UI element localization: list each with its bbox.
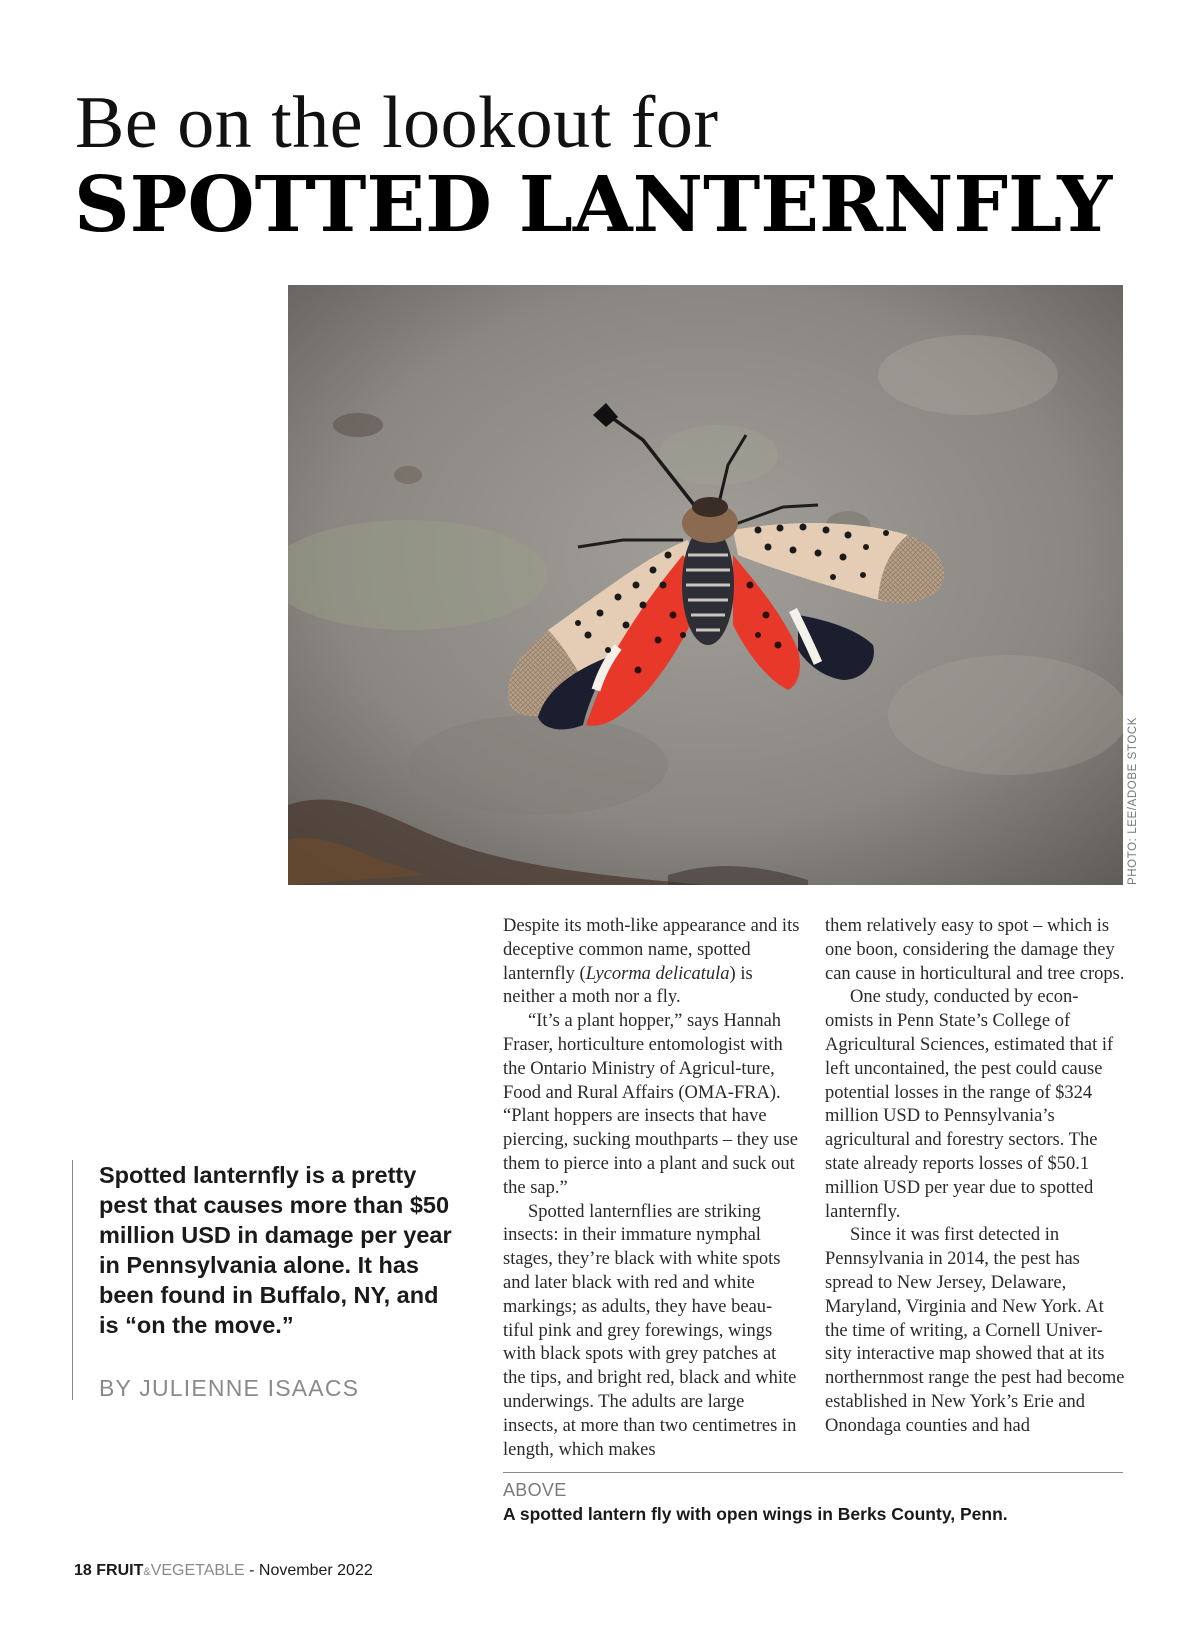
caption-text: A spotted lantern fly with open wings in Berks County, Penn. [503, 1504, 1008, 1524]
footer-separator: - [244, 1562, 259, 1579]
pull-quote [72, 1160, 457, 1400]
article-column-1 [503, 915, 803, 1462]
article-paragraph: “It’s a plant hopper,” says Hannah Fraser, horticulture entomologist with the Ontario Ministry of Agricul-ture, Food and Rural Affairs (OMA-FRA). “Plant hoppers are insects that have piercing, sucking mouthparts – they use them to pierce into a plant and suck out the sap.” [503, 1011, 798, 1198]
issue-date: November 2022 [258, 1562, 373, 1579]
page-footer [74, 1562, 373, 1580]
article-paragraph: One study, conducted by econ-omists in Penn State’s College of Agricultural Sciences, estimated that if left uncontained, the pest could cause potential losses in the range of $324 million USD to Pennsylvania’s agricultural and forestry sectors. The state already reports losses of $50.1 million USD per year due to spotted lanternfly. [825, 987, 1114, 1222]
article-paragraph: Despite its moth-like appearance and its deceptive common name, spotted lanternfly (Lycorma delicatula) is neither a moth nor a fly. [503, 916, 800, 1008]
headline-kicker: Be on the lookout for [75, 82, 719, 164]
pull-quote-text: Spotted lanternfly is a pretty pest that causes more than $50 million USD in damage per year in Pennsylvania alone. It has been found in Buffalo, NY, and is “on the move.” [99, 1162, 452, 1338]
photo-credit: PHOTO: LEE/ADOBE STOCK [1127, 716, 1139, 885]
species-name: Lycorma delicatula [585, 963, 730, 984]
caption-divider [503, 1472, 1123, 1473]
magazine-name-part1: FRUIT [96, 1562, 144, 1579]
magazine-name-amp: & [143, 1566, 151, 1578]
page-number: 18 [74, 1562, 92, 1579]
lanternfly-photo [288, 285, 1123, 885]
article-paragraph: Since it was first detected in Pennsylvania in 2014, the pest has spread to New Jersey, Delaware, Maryland, Virginia and New York. At the time of writing, a Cornell Univer-sity interactive map showed that at its northernmost range the pest had become established in New York’s Erie and Onondaga counties and had [825, 1225, 1125, 1436]
article-paragraph: them relatively easy to spot – which is one boon, considering the damage they can cause in horticultural and tree crops. [825, 916, 1125, 984]
caption-label: ABOVE [503, 1480, 567, 1500]
article-column-2 [825, 915, 1125, 1439]
byline: BY JULIENNE ISAACS [99, 1375, 360, 1401]
article-paragraph: Spotted lanternflies are striking insects: in their immature nymphal stages, they’re black with white spots and later black with red and white markings; as adults, they have beau-tiful pink and grey forewings, wings with black spots with grey patches at the tips, and bright red, black and white underwings. The adults are large insects, at more than two centimetres in length, which makes [503, 1201, 797, 1460]
headline-title: SPOTTED LANTERNFLY [74, 160, 1113, 250]
magazine-name-part2: VEGETABLE [150, 1562, 245, 1579]
